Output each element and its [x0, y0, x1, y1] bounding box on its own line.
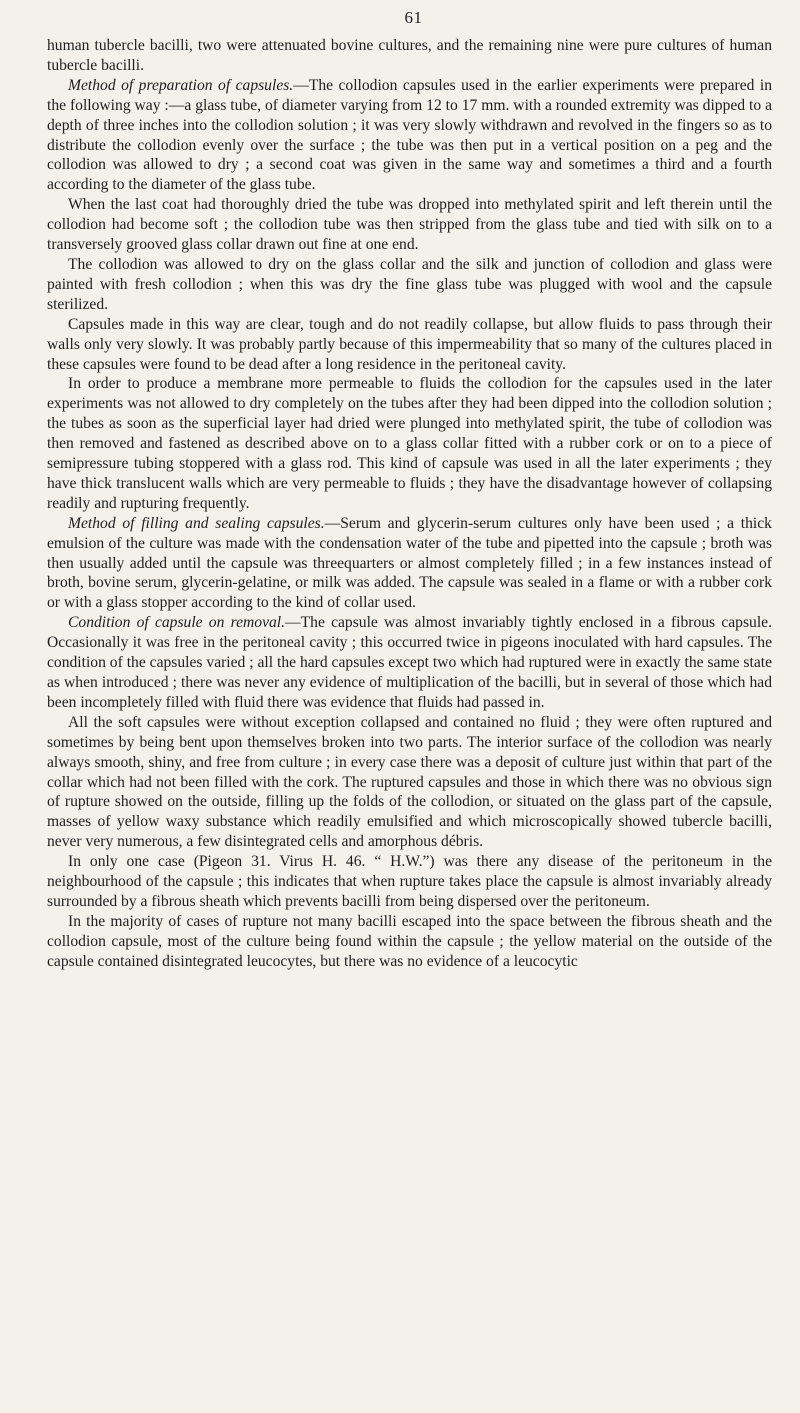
paragraph-text: Capsules made in this way are clear, tough and do not readily collapse, but allow fluids to pass through their walls only very slowly. It was probably partly because of this impermeability that so many of the cultures placed in these capsules were found to be dead after a long residence in the peritoneal cavity. [47, 315, 772, 373]
paragraph-text: In order to produce a membrane more permeable to fluids the collodion for the capsules used in the later experiments was not allowed to dry completely on the tubes after they had been dipped into the collodion solution ; the tubes as soon as the superficial layer had dried were plunged into methylated spirit, the tube of collodion was then removed and fastened as described above on to a glass collar fitted with a rubber cork or on to a piece of semipressure tubing stoppered with a glass rod. This kind of capsule was used in all the later experiments ; they have thick translucent walls which are very permeable to fluids ; they have the disadvantage however of collapsing readily and rupturing frequently. [47, 375, 772, 512]
run-in-heading: Method of preparation of capsules. [68, 76, 294, 94]
paragraph [47, 36, 772, 76]
paragraph-text: —The capsule was almost invariably tightly enclosed in a fibrous capsule. Occasionally it was free in the peritoneal cavity ; this occurred twice in pigeons inoculated with hard capsules. The condition of the capsules varied ; all the hard capsules except two which had ruptured were in exactly the same state as when introduced ; there was never any evidence of multiplication of the bacilli, but in several of those which had been incompletely filled with fluid there was evidence that fluids had passed in. [47, 614, 772, 711]
paragraph [47, 374, 772, 513]
run-in-heading: Method of filling and sealing capsules. [68, 514, 325, 532]
paragraph-text: All the soft capsules were without exception collapsed and contained no fluid ; they were often ruptured and sometimes by being bent upon themselves broken into two parts. The interior surface of the collodion was nearly always smooth, shiny, and free from culture ; in every case there was a deposit of culture just within that part of the collar which had not been filled with the cork. The ruptured capsules and those in which there was no obvious sign of rupture showed on the outside, filling up the folds of the collodion, or situated on the glass part of the capsule, masses of yellow waxy substance which readily emulsified and which microscopically showed tubercle bacilli, never very numerous, a few disintegrated cells and amorphous débris. [47, 713, 772, 851]
paragraph-text: In the majority of cases of rupture not many bacilli escaped into the space between the fibrous sheath and the collodion capsule, most of the culture being found within the capsule ; the yellow material on the outside of the capsule contained disintegrated leucocytes, but there was no evidence of a leucocytic [47, 912, 772, 970]
page-number: 61 [404, 8, 423, 27]
paragraph [47, 912, 772, 972]
paragraph-text: —Serum and glycerin-serum cultures only have been used ; a thick emulsion of the culture was made with the condensation water of the tube and pipetted into the capsule ; broth was then usually added until the capsule was threequarters or almost completely filled ; in a few instances instead of broth, bovine serum, glycerin-gelatine, or milk was added. The capsule was sealed in a flame or with a rubber cork or with a glass stopper according to the kind of collar used. [47, 514, 772, 612]
paragraph-text: In only one case (Pigeon 31. Virus H. 46. “ H.W.”) was there any disease of the peritoneum in the neighbourhood of the capsule ; this indicates that when rupture takes place the capsule is almost invariably already surrounded by a fibrous sheath which prevents bacilli from being dispersed over the peritoneum. [47, 853, 772, 910]
paragraph [47, 255, 772, 315]
body-text [47, 36, 772, 972]
paragraph-text: When the last coat had thoroughly dried the tube was dropped into methylated spirit and left therein until the collodion had become soft ; the collodion tube was then stripped from the glass tube and tied with silk on to a transversely grooved glass collar drawn out fine at one end. [47, 196, 772, 254]
paragraph [47, 852, 772, 912]
paragraph-text: The collodion was allowed to dry on the glass collar and the silk and junction of collodion and glass were painted with fresh collodion ; when this was dry the fine glass tube was plugged with wool and the capsule sterilized. [47, 255, 772, 313]
paragraph [47, 514, 772, 614]
paragraph-text: —The collodion capsules used in the earlier experiments were prepared in the following way :—a glass tube, of diameter varying from 12 to 17 mm. with a rounded extremity was dipped to a depth of three inches into the collodion solution ; it was very slowly withdrawn and revolved in the fingers so as to distribute the collodion evenly over the surface ; the tube was then put in a vertical position on a peg and the collodion was allowed to dry ; a second coat was given in the same way and sometimes a third and a fourth according to the diameter of the glass tube. [47, 76, 773, 194]
paragraph [47, 315, 772, 375]
paragraph [47, 195, 772, 255]
paragraph [47, 76, 772, 195]
paragraph [47, 613, 772, 713]
run-in-heading: Condition of capsule on removal. [68, 614, 286, 632]
paragraph-text: human tubercle bacilli, two were attenuated bovine cultures, and the remaining nine were pure cultures of human tubercle bacilli. [47, 37, 772, 74]
paragraph [47, 713, 772, 852]
